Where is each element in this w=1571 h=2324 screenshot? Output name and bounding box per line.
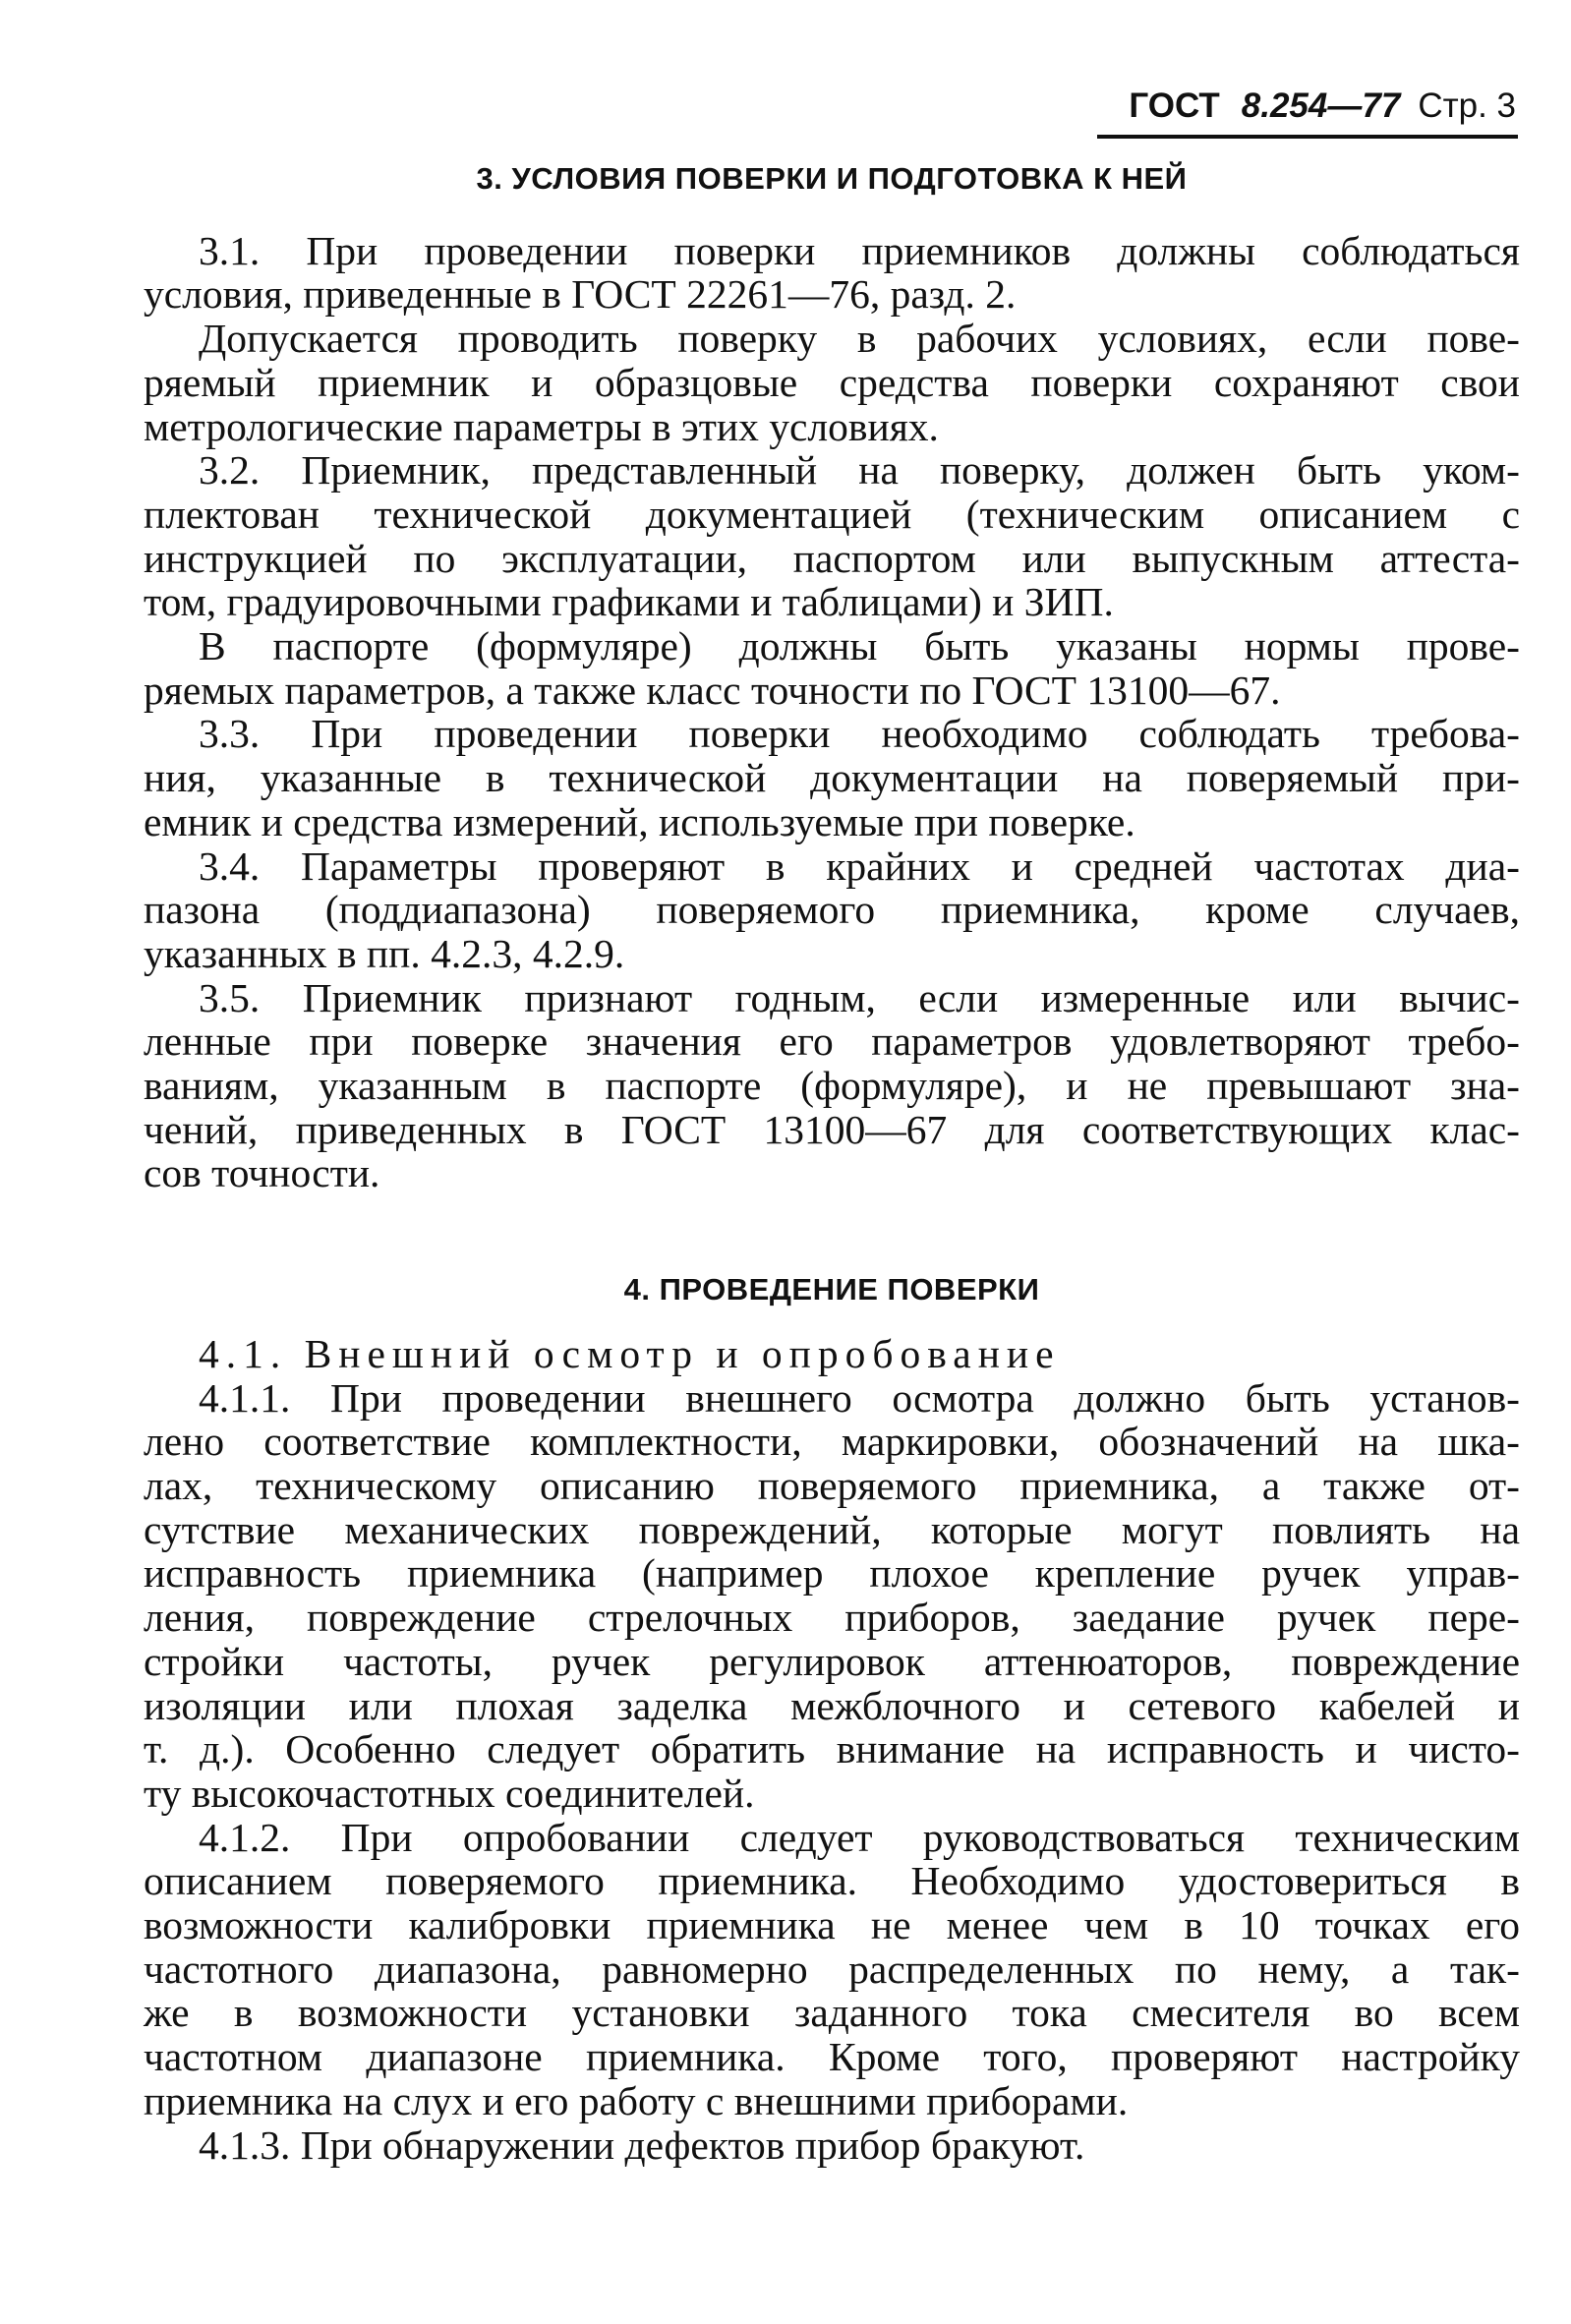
section-4-title: 4. ПРОВЕДЕНИЕ ПОВЕРКИ: [623, 1272, 1040, 1307]
text-line: ту высокочастотных соединителей.: [144, 1770, 755, 1816]
paragraph-3-1: [144, 229, 1520, 317]
section-3-title: 3. УСЛОВИЯ ПОВЕРКИ И ПОДГОТОВКА К НЕЙ: [476, 161, 1188, 196]
text-line: ваниям, указанным в паспорте (формуляре), и не превышают зна-: [144, 1063, 1520, 1109]
text-line: Допускается проводить поверку в рабочих условиях, если пове-: [199, 316, 1520, 362]
text-line: емник и средства измерений, используемые при поверке.: [144, 798, 1135, 844]
text-line: лах, техническому описанию поверяемого приемника, а также от-: [144, 1462, 1520, 1508]
paragraph-3-2-note: [144, 624, 1520, 712]
text-line: пазона (поддиапазона) поверяемого приемника, кроме случаев,: [144, 887, 1520, 933]
header-number: 8.254—77: [1241, 87, 1401, 125]
text-line: ния, указанные в технической документации на поверяемый при-: [144, 755, 1520, 801]
header-rule: [1097, 135, 1518, 139]
text-line: сутствие механических повреждений, которые могут повлиять на: [144, 1506, 1520, 1552]
paragraph-3-4: [144, 844, 1520, 976]
text-line: 3.4. Параметры проверяют в крайних и средней частотах диа-: [199, 842, 1520, 889]
text-line: ряемых параметров, а также класс точности по ГОСТ 13100—67.: [144, 667, 1281, 713]
text-line: чений, приведенных в ГОСТ 13100—67 для соответствующих клас-: [144, 1106, 1520, 1152]
text-line: описанием поверяемого приемника. Необходимо удостовериться в: [144, 1858, 1520, 1904]
text-line: инструкцией по эксплуатации, паспортом или выпускным аттеста-: [144, 535, 1520, 581]
paragraph-3-2: [144, 448, 1520, 624]
text-line: 3.3. При проведении поверки необходимо соблюдать требова-: [199, 711, 1520, 757]
text-line: частотного диапазона, равномерно распределенных по нему, а так-: [144, 1946, 1520, 1992]
text-line: изоляции или плохая заделка межблочного и сетевого кабелей и: [144, 1682, 1520, 1728]
text-line: т. д.). Особенно следует обратить внимание на исправность и чисто-: [144, 1726, 1520, 1772]
paragraph-4-1-1: [144, 1376, 1520, 1816]
running-header: [1042, 87, 1516, 126]
text-line: лено соответствие комплектности, маркировки, обозначений на шка-: [144, 1419, 1520, 1465]
paragraph-4-1-3: [144, 2123, 1520, 2168]
header-standard: ГОСТ: [1129, 87, 1220, 125]
text-line: 3.2. Приемник, представленный на поверку, должен быть уком-: [199, 447, 1520, 494]
text-line: исправность приемника (например плохое крепление ручек управ-: [144, 1550, 1520, 1597]
text-line: 4.1.3. При обнаружении дефектов прибор бракуют.: [199, 2121, 1085, 2168]
text-line: приемника на слух и его работу с внешними приборами.: [144, 2077, 1129, 2123]
text-line: В паспорте (формуляре) должны быть указаны нормы прове-: [199, 623, 1520, 669]
paragraph-3-5: [144, 976, 1520, 1196]
text-line: частотном диапазоне приемника. Кроме того, проверяют настройку: [144, 2034, 1520, 2080]
text-line: 3.5. Приемник признают годным, если измеренные или вычис-: [199, 974, 1520, 1020]
text-line: ления, повреждение стрелочных приборов, заедание ручек пере-: [144, 1595, 1520, 1641]
text-line: возможности калибровки приемника не менее чем в 10 точках его: [144, 1902, 1520, 1948]
document-body: [144, 157, 1520, 2167]
text-line: условия, приведенные в ГОСТ 22261—76, разд. 2.: [144, 271, 1017, 318]
text-line: же в возможности установки заданного тока смесителя во всем: [144, 1990, 1520, 2036]
header-page-number: Стр. 3: [1418, 87, 1516, 125]
text-line: 3.1. При проведении поверки приемников должны соблюдаться: [199, 227, 1520, 273]
paragraph-3-1-note: [144, 317, 1520, 448]
text-line: метрологические параметры в этих условиях.: [144, 403, 939, 449]
text-line: сов точности.: [144, 1150, 380, 1196]
text-line: 4.1.1. При проведении внешнего осмотра должно быть установ-: [199, 1374, 1520, 1421]
text-line: плектован технической документацией (техническим описанием с: [144, 491, 1520, 537]
text-line: ленные при поверке значения его параметров удовлетворяют требо-: [144, 1018, 1520, 1065]
text-line: том, градуировочными графиками и таблицами) и ЗИП.: [144, 579, 1114, 625]
text-line: ряемый приемник и образцовые средства поверки сохраняют свои: [144, 359, 1520, 405]
subsection-4-1-title-block: [144, 1332, 1520, 1376]
text-line: указанных в пп. 4.2.3, 4.2.9.: [144, 930, 625, 976]
text-line: 4.1.2. При опробовании следует руководствоваться техническим: [199, 1814, 1520, 1860]
text-line: стройки частоты, ручек регулировок аттенюаторов, повреждение: [144, 1638, 1520, 1684]
paragraph-4-1-2: [144, 1816, 1520, 2123]
subsection-4-1-title: 4.1. Внешний осмотр и опробование: [199, 1330, 1061, 1376]
paragraph-3-3: [144, 712, 1520, 843]
